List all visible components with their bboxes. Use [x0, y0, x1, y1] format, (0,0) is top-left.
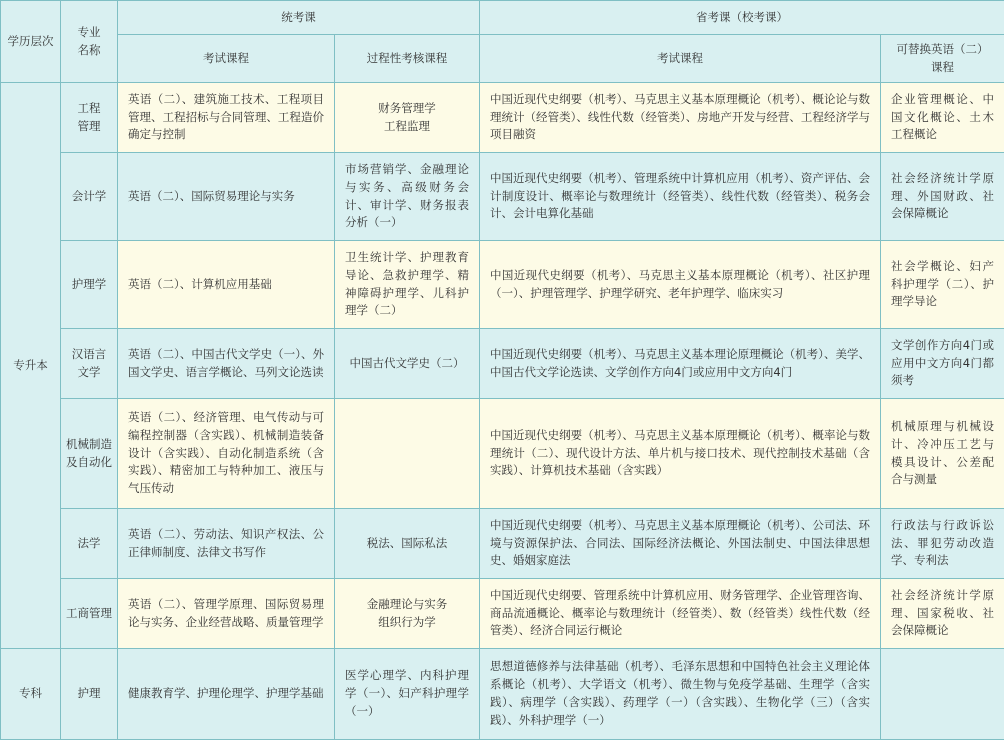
provincial-exam-cell: 思想道德修养与法律基础（机考）、毛泽东思想和中国特色社会主义理论体系概论（机考）、大学语文（机考）、微生物与免疫学基础、生理学（含实践）、病理学（含实践）、药理学（一）（含实践）、生物化学（三）（含实践）、外科护理学（一） [480, 649, 881, 740]
replace-cell: 社会学概论、妇产科护理学（二）、护理学导论 [881, 241, 1004, 329]
unified-exam-cell: 英语（二）、中国古代文学史（一）、外国文学史、语言学概论、马列文论选读 [118, 329, 335, 399]
replace-cell: 文学创作方向4门或应用中文方向4门都须考 [881, 329, 1004, 399]
provincial-exam-cell: 中国近现代史纲要（机考）、马克思主义基本原理概论（机考）、概论论与数理统计（经管类）、线性代数（经管类）、房地产开发与经营、工程经济学与项目融资 [480, 83, 881, 153]
unified-exam-cell: 英语（二）、国际贸易理论与实务 [118, 153, 335, 241]
table-row [1, 153, 1004, 241]
process-cell: 财务管理学 工程监理 [335, 83, 480, 153]
replace-cell [881, 649, 1004, 740]
header-major: 专业名称 [61, 1, 118, 83]
unified-exam-cell: 英语（二）、经济管理、电气传动与可编程控制器（含实践）、机械制造装备设计（含实践）、自动化制造系统（含实践）、精密加工与特种加工、液压与气压传动 [118, 399, 335, 509]
replace-cell: 机械原理与机械设计、冷冲压工艺与模具设计、公差配合与测量 [881, 399, 1004, 509]
replace-cell: 社会经济统计学原理、国家税收、社会保障概论 [881, 579, 1004, 649]
header-level: 学历层次 [1, 1, 61, 83]
table-row [1, 329, 1004, 399]
process-cell: 市场营销学、金融理论与实务、高级财务会计、审计学、财务报表分析（一） [335, 153, 480, 241]
header-process: 过程性考核课程 [335, 35, 480, 83]
header-replace: 可替换英语（二）课程 [881, 35, 1004, 83]
table-row [1, 509, 1004, 579]
provincial-exam-cell: 中国近现代史纲要、管理系统中计算机应用、财务管理学、企业管理咨询、商品流通概论、概率论与数理统计（经管类）、数（经管类）线性代数（经管类）、经济合同运行概论 [480, 579, 881, 649]
provincial-exam-cell: 中国近现代史纲要（机考）、马克思主义基本原理概论（机考）、社区护理（一）、护理管理学、护理学研究、老年护理学、临床实习 [480, 241, 881, 329]
table-row [1, 579, 1004, 649]
unified-exam-cell: 英语（二）、建筑施工技术、工程项目管理、工程招标与合同管理、工程造价确定与控制 [118, 83, 335, 153]
table-row [1, 649, 1004, 740]
process-cell [335, 399, 480, 509]
major-cell: 护理学 [61, 241, 118, 329]
unified-exam-cell: 英语（二）、计算机应用基础 [118, 241, 335, 329]
process-cell: 税法、国际私法 [335, 509, 480, 579]
major-cell: 法学 [61, 509, 118, 579]
major-cell: 工程管理 [61, 83, 118, 153]
level-upgrade: 专升本 [1, 83, 61, 649]
header-provincial-exam: 考试课程 [480, 35, 881, 83]
provincial-exam-cell: 中国近现代史纲要（机考）、马克思主义基本原理概论（机考）、公司法、环境与资源保护法、合同法、国际经济法概论、外国法制史、中国法律思想史、婚姻家庭法 [480, 509, 881, 579]
process-cell: 卫生统计学、护理教育导论、急救护理学、精神障碍护理学、儿科护理学（二） [335, 241, 480, 329]
process-cell: 金融理论与实务 组织行为学 [335, 579, 480, 649]
header-unified-exam: 考试课程 [118, 35, 335, 83]
table-row [1, 83, 1004, 153]
header-provincial: 省考课（校考课） [480, 1, 1004, 35]
replace-cell: 行政法与行政诉讼法、罪犯劳动改造学、专利法 [881, 509, 1004, 579]
provincial-exam-cell: 中国近现代史纲要（机考）、马克思主义基本原理概论（机考）、概率论与数理统计（二）、现代设计方法、单片机与接口技术、现代控制技术基础（含实践）、计算机技术基础（含实践） [480, 399, 881, 509]
major-cell: 机械制造及自动化 [61, 399, 118, 509]
process-cell: 医学心理学、内科护理学（一）、妇产科护理学（一） [335, 649, 480, 740]
provincial-exam-cell: 中国近现代史纲要（机考）、马克思主义基本理论原理概论（机考）、美学、中国古代文学论选读、文学创作方向4门或应用中文方向4门 [480, 329, 881, 399]
unified-exam-cell: 健康教育学、护理伦理学、护理学基础 [118, 649, 335, 740]
provincial-exam-cell: 中国近现代史纲要（机考）、管理系统中计算机应用（机考）、资产评估、会计制度设计、概率论与数理统计（经管类）、线性代数（经管类）、税务会计、会计电算化基础 [480, 153, 881, 241]
replace-cell: 企业管理概论、中国文化概论、土木工程概论 [881, 83, 1004, 153]
header-unified: 统考课 [118, 1, 480, 35]
unified-exam-cell: 英语（二）、管理学原理、国际贸易理论与实务、企业经营战略、质量管理学 [118, 579, 335, 649]
major-cell: 工商管理 [61, 579, 118, 649]
level-college: 专科 [1, 649, 61, 740]
table-row [1, 399, 1004, 509]
process-cell: 中国古代文学史（二） [335, 329, 480, 399]
table-row [1, 241, 1004, 329]
replace-cell: 社会经济统计学原理、外国财政、社会保障概论 [881, 153, 1004, 241]
unified-exam-cell: 英语（二）、劳动法、知识产权法、公正律师制度、法律文书写作 [118, 509, 335, 579]
major-cell: 会计学 [61, 153, 118, 241]
major-cell: 汉语言文学 [61, 329, 118, 399]
major-cell: 护理 [61, 649, 118, 740]
